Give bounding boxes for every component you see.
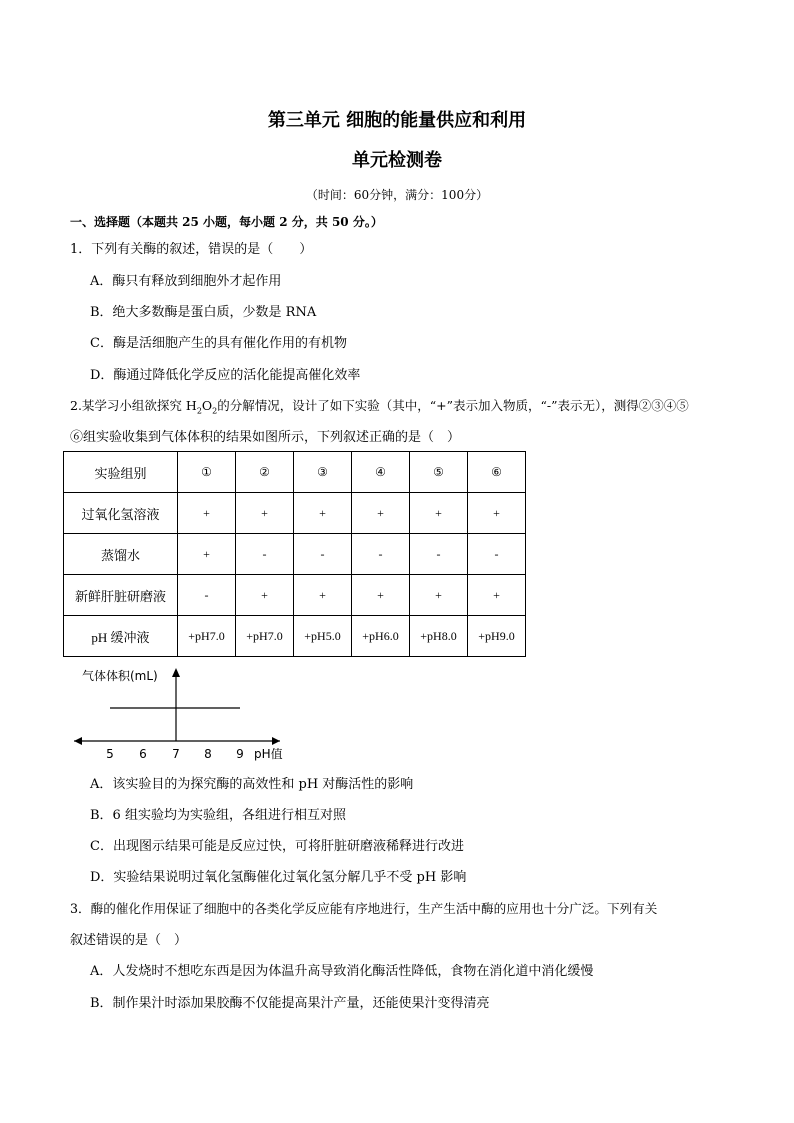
x-tick-label: 9 <box>236 747 244 761</box>
exam-meta: （时间：60分钟，满分：100分） <box>305 188 489 202</box>
question-1-option-d: D．酶通过降低化学反应的活化能提高催化效率 <box>90 368 361 383</box>
question-2-option-a: A．该实验目的为探究酶的高效性和 pH 对酶活性的影响 <box>90 777 414 792</box>
x-tick-label: 6 <box>139 747 147 761</box>
question-2-stem-line2: ⑥组实验收集到气体体积的结果如图所示，下列叙述正确的是（ ） <box>70 430 461 445</box>
page-subtitle: 单元检测卷 <box>352 150 442 171</box>
table-cell: 实验组别 <box>64 452 178 493</box>
table-cell: + <box>178 534 236 575</box>
question-2-stem <box>70 396 689 416</box>
table-cell: +pH5.0 <box>294 616 352 657</box>
question-2-stem-post: 的分解情况，设计了如下实验（其中，“+”表示加入物质，“-”表示无），测得②③④⑤ <box>217 398 689 413</box>
table-cell: ① <box>178 452 236 493</box>
table-cell: + <box>468 493 526 534</box>
table-cell: - <box>236 534 294 575</box>
table-header-row <box>64 452 526 493</box>
table-cell: + <box>410 575 468 616</box>
table-cell: + <box>468 575 526 616</box>
question-2-option-b: B．6 组实验均为实验组，各组进行相互对照 <box>90 808 346 823</box>
y-axis-arrow <box>172 668 180 677</box>
x-axis-label: pH值 <box>254 747 283 761</box>
table-cell: +pH7.0 <box>236 616 294 657</box>
table-row <box>64 534 526 575</box>
table-cell: + <box>236 575 294 616</box>
question-1-option-a: A．酶只有释放到细胞外才起作用 <box>90 274 282 289</box>
table-cell: pH 缓冲液 <box>64 616 178 657</box>
table-cell: ⑤ <box>410 452 468 493</box>
experiment-table <box>63 451 526 657</box>
table-cell: ④ <box>352 452 410 493</box>
table-cell: + <box>410 493 468 534</box>
table-cell: + <box>294 575 352 616</box>
x-axis-left-arrow <box>74 737 82 745</box>
table-cell: +pH9.0 <box>468 616 526 657</box>
subscript: 2 <box>196 406 202 416</box>
table-cell: + <box>236 493 294 534</box>
table-row <box>64 493 526 534</box>
x-axis-right-arrow <box>272 737 280 745</box>
page-title: 第三单元 细胞的能量供应和利用 <box>267 110 527 131</box>
table-cell: ⑥ <box>468 452 526 493</box>
table-cell: - <box>178 575 236 616</box>
question-3-option-b: B．制作果汁时添加果胶酶不仅能提高果汁产量，还能使果汁变得清亮 <box>90 996 490 1011</box>
question-2-stem-mid: O <box>201 398 213 413</box>
table-cell: - <box>352 534 410 575</box>
table-cell: +pH6.0 <box>352 616 410 657</box>
x-tick-label: 7 <box>172 747 180 761</box>
subscript: 2 <box>212 406 218 416</box>
table-cell: ② <box>236 452 294 493</box>
table-cell: +pH8.0 <box>410 616 468 657</box>
table-cell: - <box>294 534 352 575</box>
table-cell: +pH7.0 <box>178 616 236 657</box>
table-cell: + <box>352 575 410 616</box>
table-row <box>64 616 526 657</box>
question-3-option-a: A．人发烧时不想吃东西是因为体温升高导致消化酶活性降低，食物在消化道中消化缓慢 <box>90 964 594 979</box>
question-1-option-b: B．绝大多数酶是蛋白质，少数是 RNA <box>90 305 317 320</box>
table-cell: + <box>352 493 410 534</box>
x-tick-label: 8 <box>204 747 212 761</box>
question-1-option-c: C．酶是活细胞产生的具有催化作用的有机物 <box>90 336 347 351</box>
question-3-stem: 3．酶的催化作用保证了细胞中的各类化学反应能有序地进行，生产生活中酶的应用也十分广泛。下列有关 <box>70 901 658 916</box>
x-tick-label: 5 <box>106 747 114 761</box>
table-cell: 蒸馏水 <box>64 534 178 575</box>
gas-volume-graph <box>70 664 300 764</box>
table-row <box>64 575 526 616</box>
question-2-stem-pre: 2.某学习小组欲探究 H <box>70 398 197 413</box>
y-axis-label: 气体体积(mL) <box>82 669 158 683</box>
question-3-stem-line2: 叙述错误的是（ ） <box>70 933 188 948</box>
section-heading: 一、选择题（本题共 25 小题，每小题 2 分，共 50 分。） <box>70 215 383 229</box>
table-cell: 新鲜肝脏研磨液 <box>64 575 178 616</box>
table-cell: - <box>468 534 526 575</box>
question-2-option-c: C．出现图示结果可能是反应过快，可将肝脏研磨液稀释进行改进 <box>90 839 464 854</box>
table-cell: + <box>178 493 236 534</box>
table-cell: + <box>294 493 352 534</box>
table-cell: ③ <box>294 452 352 493</box>
table-cell: - <box>410 534 468 575</box>
question-2-option-d: D．实验结果说明过氧化氢酶催化过氧化氢分解几乎不受 pH 影响 <box>90 870 467 885</box>
question-1-stem: 1．下列有关酶的叙述，错误的是（ ） <box>70 242 313 257</box>
table-cell: 过氧化氢溶液 <box>64 493 178 534</box>
